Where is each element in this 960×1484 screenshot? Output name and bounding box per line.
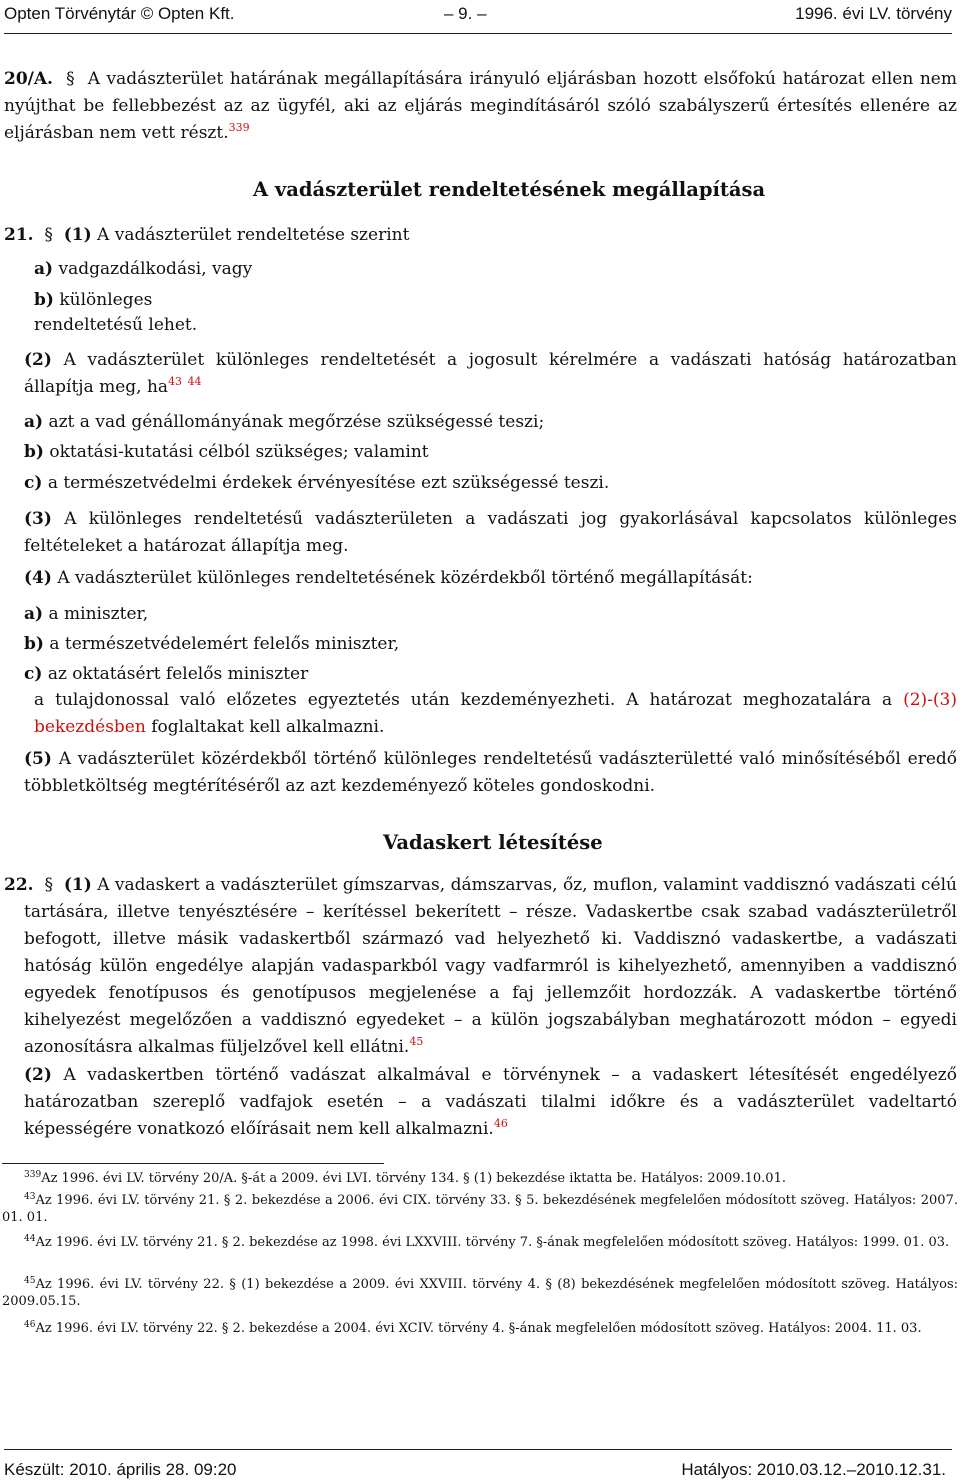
section-number: 21. [4, 225, 34, 245]
header-left: Opten Törvénytár © Opten Kft. [4, 4, 235, 23]
list-label: b) [34, 290, 54, 310]
list-label: a) [24, 604, 44, 624]
list-text: a miniszter, [48, 604, 149, 624]
section-21-p1 [4, 222, 409, 249]
paragraph-text: A vadászterület közérdekből történő különleges rendeltetésű vadászterületté való minősítéséből eredő többletköltség megtérítéséről az azt kezdeményező köteles gondoskodni. [24, 749, 957, 796]
footnote-ref-45[interactable]: 45 [409, 1035, 424, 1048]
footnote-number: 44 [24, 1234, 36, 1244]
paragraph-text: A vadaskert a vadászterület gímszarvas, dámszarvas, őz, muflon, valamint vaddisznó vadászati célú tartására, illetve tenyésztésére – kerítéssel bekerített – része. Vadaskertbe csak szabad vadászterületről befogott, illetve másik vadaskertből származó vad helyezhető ki. Vaddisznó vadaskertbe, a vadászati hatóság külön engedélye alapján vadasparkból vagy vadfarmról is kihelyezhető, amennyiben a vaddisznó egyedek fenotípusos és genotípusos megjelenése a faj jellemzőit hordozzák. A vadaskertbe történő kihelyezést megelőzően a vaddisznó egyedeket – a külön jogszabályban meghatározott módon – egyedi azonosításra alkalmas füljelzővel kell ellátni. [24, 875, 957, 1057]
list-text: különleges [59, 290, 153, 310]
paragraph-sign: § [44, 225, 53, 245]
footnote-ref-44[interactable]: 44 [187, 375, 202, 388]
footnote [2, 1234, 958, 1251]
section-number: 22. [4, 875, 34, 895]
paragraph-text: A különleges rendeltetésű vadászterületen a vadászati jog gyakorlásával kapcsolatos különleges feltételeket a határozat állapítja meg. [24, 509, 957, 556]
footnote-number: 45 [24, 1276, 36, 1286]
heading-vadaskert: Vadaskert létesítése [383, 831, 603, 854]
list-text: a természetvédelemért felelős miniszter, [49, 634, 400, 654]
footnote-ref-46[interactable]: 46 [493, 1117, 508, 1130]
list-tail: rendeltetésű lehet. [34, 315, 198, 335]
footnote-ref-339[interactable]: 339 [228, 121, 250, 134]
list-item [24, 439, 429, 466]
section-22-p1 [4, 872, 957, 1061]
footnote-rule [2, 1163, 384, 1164]
paragraph-number: (5) [24, 749, 52, 769]
list-label: c) [24, 473, 43, 493]
list-label: a) [24, 412, 44, 432]
paragraph-text: A vadaskertben történő vadászat alkalmával e törvénynek – a vadaskert létesítését engedélyező határozatban szereplő vadfajok esetén – a vadászati tilalmi időkre és a vadászterület vadeltartó képességére vonatkozó előírásait nem kell alkalmazni. [24, 1065, 957, 1139]
list-item [24, 631, 399, 658]
footnote [2, 1192, 958, 1226]
list-label: b) [24, 634, 44, 654]
footer-right: Hatályos: 2010.03.12.–2010.12.31. [681, 1460, 946, 1479]
section-21-p5 [24, 746, 957, 800]
section-21-p4 [24, 565, 753, 592]
list-item [34, 287, 152, 314]
paragraph-number: (1) [63, 875, 92, 895]
paragraph-text: A vadászterület különleges rendeltetését a jogosult kérelmére a vadászati hatóság határozatban állapítja meg, ha [24, 350, 958, 397]
header-rule [4, 33, 952, 34]
footnote-ref-43[interactable]: 43 [168, 375, 183, 388]
footnote [2, 1170, 958, 1187]
paragraph-number: (4) [24, 568, 52, 588]
list-label: b) [24, 442, 44, 462]
footnote [2, 1320, 958, 1337]
section-number: 20/A. [4, 69, 53, 89]
list-text: azt a vad génállományának megőrzése szükségessé teszi; [48, 412, 545, 432]
paragraph-number: (1) [63, 225, 92, 245]
paragraph-number: (3) [24, 509, 52, 529]
footnote-text: Az 1996. évi LV. törvény 21. § 2. bekezdése a 2006. évi CIX. törvény 33. § 5. bekezdésének megfelelően módosított szöveg. Hatályos: 2007. 01. 01. [2, 1193, 958, 1225]
footnote-text: Az 1996. évi LV. törvény 22. § 2. bekezdése a 2004. évi XCIV. törvény 4. §-ának megfelelően módosított szöveg. Hatályos: 2004. 11. 03. [35, 1321, 922, 1336]
section-21-p2 [24, 347, 957, 401]
footnote-text: Az 1996. évi LV. törvény 20/A. §-át a 2009. évi LVI. törvény 134. § (1) bekezdése iktatta be. Hatályos: 2009.10.01. [41, 1171, 786, 1186]
heading-rendeltetes: A vadászterület rendeltetésének megállapítása [253, 178, 766, 201]
footer-left: Készült: 2010. április 28. 09:20 [4, 1460, 237, 1479]
section-21-p4-tail [34, 687, 957, 741]
paragraph-number: (2) [24, 350, 52, 370]
list-item [34, 256, 252, 283]
footnote-text: Az 1996. évi LV. törvény 21. § 2. bekezdése az 1998. évi LXXVIII. törvény 7. §-ának megfelelően módosított szöveg. Hatályos: 1999. 01. 03. [35, 1235, 950, 1250]
paragraph-text: foglaltakat kell alkalmazni. [151, 717, 385, 737]
list-text: vadgazdálkodási, vagy [58, 259, 253, 279]
section-21-p3 [24, 506, 957, 560]
list-text: az oktatásért felelős miniszter [47, 664, 309, 684]
paragraph-number: (2) [24, 1065, 52, 1085]
header-page-number: – 9. – [444, 4, 487, 23]
footnote-number: 43 [24, 1192, 36, 1202]
list-label: a) [34, 259, 54, 279]
paragraph-text: A vadászterület rendeltetése szerint [97, 225, 410, 245]
footnote [2, 1276, 958, 1310]
paragraph-sign: § [44, 875, 53, 895]
list-item [24, 661, 308, 688]
list-item [24, 409, 544, 436]
list-item [24, 601, 148, 628]
section-22-p2 [24, 1062, 957, 1143]
footnote-text: Az 1996. évi LV. törvény 22. § (1) bekezdése a 2009. évi XXVIII. törvény 4. § (8) bekezdésének megfelelően módosított szöveg. Hatályos: 2009.05.15. [2, 1277, 958, 1309]
footer-rule [4, 1449, 952, 1450]
list-item [24, 470, 609, 497]
list-text: oktatási-kutatási célból szükséges; valamint [49, 442, 429, 462]
cross-reference-link[interactable]: (2)-(3) bekezdésben [34, 690, 957, 737]
header-right: 1996. évi LV. törvény [795, 4, 952, 23]
section-20a [4, 66, 957, 147]
section-text: A vadászterület határának megállapítására irányuló eljárásban hozott elsőfokú határozat ellen nem nyújthat be fellebbezést az az ügyfél, aki az eljárás megindításáról szóló szabályszerű értesítés ellenére az eljárásban nem vett részt. [4, 69, 957, 143]
list-label: c) [24, 664, 43, 684]
footnote-number: 46 [24, 1320, 36, 1330]
paragraph-text: A vadászterület különleges rendeltetésének közérdekből történő megállapítását: [57, 568, 753, 588]
paragraph-sign: § [66, 69, 75, 89]
list-text: a természetvédelmi érdekek érvényesítése ezt szükségessé teszi. [47, 473, 610, 493]
paragraph-text: a tulajdonossal való előzetes egyeztetés után kezdeményezheti. A határozat meghozatalára a [34, 690, 893, 710]
footnote-number: 339 [24, 1170, 42, 1180]
